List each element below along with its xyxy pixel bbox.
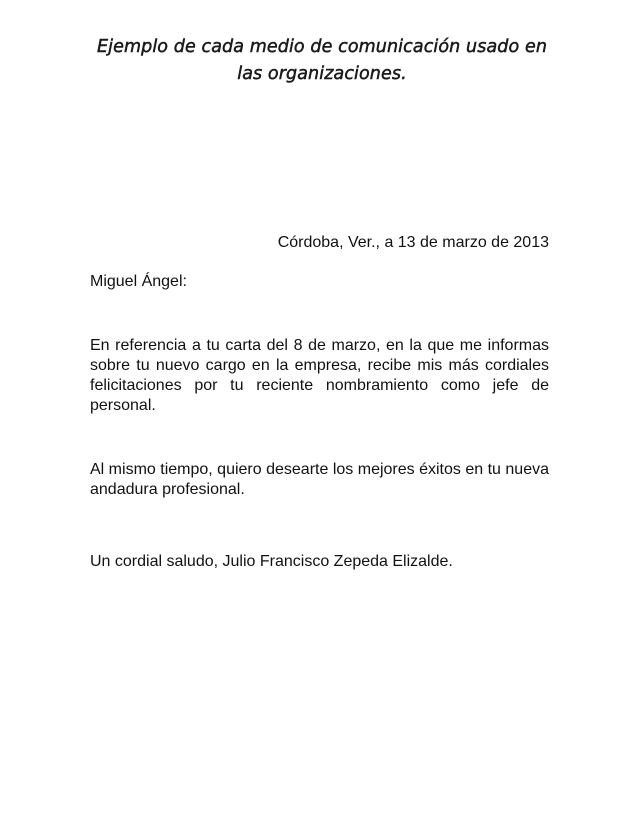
title-line-1: Ejemplo de cada medio de comunicación usado en <box>96 37 548 57</box>
title-line-2: las organizaciones. <box>237 64 407 84</box>
letter-closing: Un cordial saludo, Julio Francisco Zepeda Elizalde. <box>90 553 453 570</box>
document-title <box>84 34 560 88</box>
letter-greeting: Miguel Ángel: <box>90 273 187 290</box>
letter-date: Córdoba, Ver., a 13 de marzo de 2013 <box>277 234 549 251</box>
letter-paragraph-1: En referencia a tu carta del 8 de marzo, en la que me informas sobre tu nuevo cargo en la empresa, recibe mis más cordiales felicitaciones por tu reciente nombramiento como jefe de personal. <box>90 337 549 414</box>
letter-paragraph-2: Al mismo tiempo, quiero desearte los mejores éxitos en tu nueva andadura profesional. <box>90 461 549 498</box>
